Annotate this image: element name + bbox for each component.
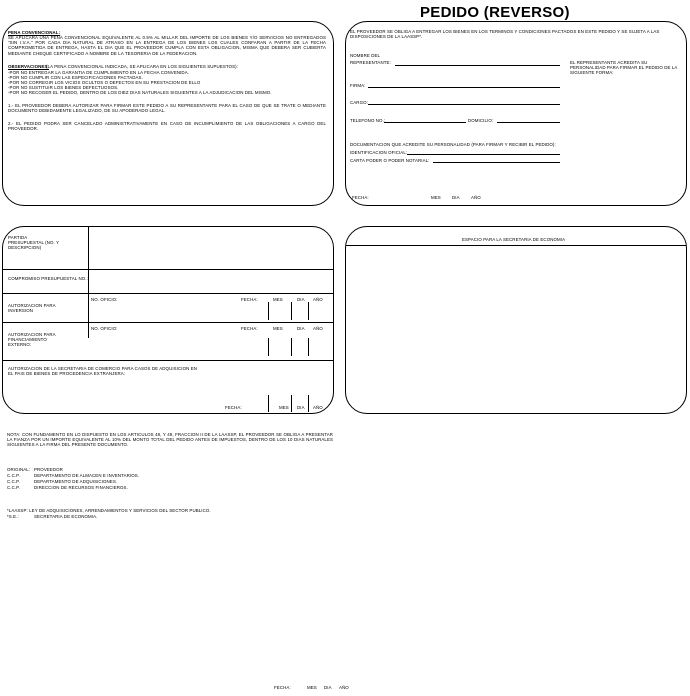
- budget-divider-2: [3, 293, 333, 294]
- docs-label: DOCUMENTACION QUE ACREDITE SU PERSONALIDAD (PARA FIRMAR Y RECIBIR EL PEDIDO):: [350, 142, 556, 147]
- bottom-date-label: FECHA:: [274, 685, 291, 690]
- phone-line[interactable]: [384, 122, 466, 123]
- bottom-year: AÑO: [339, 685, 349, 690]
- date-cell: [308, 338, 309, 356]
- distribution-dest: DIRECCION DE RECURSOS FINANCIEROS.: [34, 485, 128, 490]
- distribution-dest: DEPARTAMENTO DE ADQUISICIONES.: [34, 479, 118, 484]
- date-cell: [308, 395, 309, 412]
- poder-label: CARTA PODER O PODER NOTARIAL:: [350, 158, 430, 163]
- date-cell: [268, 395, 269, 412]
- penalty-item: -POR NO ENTREGAR LA GARANTIA DE CUMPLIMIENTO EN LA FECHA CONVENIDA.: [8, 70, 190, 75]
- penalty-item: -POR NO RECOGER EL PEDIDO, DENTRO DE LOS DIEZ DIAS NATURALES SIGUIENTES A LA ADJUDICACION DEL MISMO.: [8, 90, 272, 95]
- oficio-label: NO. OFICIO:: [91, 297, 118, 302]
- note-one: 1.- EL PROVEEDOR DEBERA AUTORIZAR PARA FIRMAR ESTE PEDIDO A SU REPRESENTANTE PARA EL CASO DE QUE SE TRATE O MEDIANTE DOCUMENTO DEBIDAMENTE LEGALIZADO, DE SU APODERADO LEGAL.: [8, 103, 326, 114]
- date-cell: [291, 338, 292, 356]
- penalty-heading: PENA CONVENCIONAL:: [8, 30, 61, 35]
- note-two: 2.- EL PEDIDO PODRA SER CANCELADO ADMINISTRATIVAMENTE EN CASO DE INCUMPLIMIENTO DE LAS OBLIGACIONES A CARGO DEL PROVEEDOR.: [8, 121, 326, 132]
- signature-label: FIRMA:: [350, 83, 366, 88]
- phone-label: TELEFONO NO.:: [350, 118, 386, 123]
- id-line[interactable]: [407, 154, 560, 155]
- commerce-day: DIA: [297, 405, 305, 410]
- financing-day: DIA: [297, 326, 305, 331]
- id-label: IDENTIFICACION OFICIAL:: [350, 150, 408, 155]
- supplier-box: [345, 21, 687, 206]
- compromiso-label: COMPROMISO PRESUPUESTAL NO.:: [8, 276, 88, 281]
- penalty-body: SE APLICARA UNA PENA CONVENCIONAL EQUIVALENTE AL 0.5% AL MILLAR DEL IMPORTE DE LOS BIENES Y/O SERVICIOS NO ENTREGADOS "SIN I.V.A." POR CADA DIA NATURAL DE ATRASO EN LA ENTREGA DE LOS BIENES LOS CUALES CONFARAN A PARTIR DE LA FECHA COMPROMETIDA DE ENTREGA, HASTA EL DIA QUE EL PROVEEDOR CUMPLA CON ESTA OBLIGACION, MISMA QUE DEBERA SER CUBIERTA MEDIANTE CHEQUE CERTIFICADO A NOMBRE DE LA TESORERIA DE LA FEDERACION.: [8, 35, 326, 56]
- address-label: DOMICILIO:: [468, 118, 494, 123]
- role-line[interactable]: [368, 104, 560, 105]
- date-cell: [291, 302, 292, 320]
- bottom-month: MES: [307, 685, 317, 690]
- budget-box: [2, 226, 334, 414]
- budget-year: AÑO: [313, 297, 323, 302]
- commerce-month: MES: [279, 405, 289, 410]
- distribution-dest: DEPARTAMENTO DE ALMACEN E INVENTARIOS.: [34, 473, 140, 478]
- date-cell: [308, 302, 309, 320]
- penalty-item: -POR NO CORREGIR LOS VICIOS OCULTOS O DEFECTOS EN SU PRESTACION DE ELLO: [8, 80, 201, 85]
- financing-date-label: FECHA:: [241, 326, 258, 331]
- penalty-item: -POR NO SUSTITUIR LOS BIENES DEFECTUOSOS.: [8, 85, 119, 90]
- financing-month: MES: [273, 326, 283, 331]
- supplier-year: AÑO: [471, 195, 481, 200]
- representative-label: REPRESENTANTE:: [350, 60, 391, 65]
- economy-label: ESPACIO PARA LA SECRETARIA DE ECONOMIA: [462, 237, 566, 242]
- supplier-month: MES: [431, 195, 441, 200]
- signature-line[interactable]: [368, 87, 560, 88]
- commerce-date-label: FECHA:: [225, 405, 242, 410]
- distribution-code: C.C.P.: [7, 485, 20, 490]
- representative-side-note: EL REPRESENTANTE ACREDITA SU PERSONALIDAD PARA FIRMAR EL PEDIDO DE LA SIGUIENTE FORMA:: [570, 60, 678, 76]
- budget-divider-1: [3, 269, 333, 270]
- bottom-day: DIA: [324, 685, 332, 690]
- financing-label: AUTORIZACION PARA FINANCIAMIENTO EXTERNO:: [8, 332, 56, 348]
- distribution-code: C.C.P.: [7, 479, 20, 484]
- commerce-auth-label: AUTORIZACION DE LA SECRETARIA DE COMERCIO PARA CASOS DE ADQUISICION EN EL PAIS DE BIENES DE PROCEDENCIA EXTRANJERA:: [8, 366, 197, 377]
- date-cell: [268, 302, 269, 320]
- budget-divider-4: [3, 360, 333, 361]
- economy-divider: [346, 245, 686, 246]
- budget-date-label: FECHA:: [241, 297, 258, 302]
- oficio-label-2: NO. OFICIO:: [91, 326, 118, 331]
- financing-year: AÑO: [313, 326, 323, 331]
- commerce-year: AÑO: [313, 405, 323, 410]
- poder-line[interactable]: [433, 162, 560, 163]
- budget-day: DIA: [297, 297, 305, 302]
- laassp-footnote: *LAASSP: LEY DE ADQUISICIONES, ARRENDAMIENTOS Y SERVICIOS DEL SECTOR PUBLICO.: [7, 508, 211, 513]
- budget-month: MES: [273, 297, 283, 302]
- footer-note: NOTA: CON FUNDAMENTO EN LO DISPUESTO EN LOS ARTICULOS 48, Y 49, FRACCION II DE LA LAASSP, EL PROVEEDOR SE OBLIGA A PRESENTAR LA FIANZA POR UN IMPORTE EQUIVALENTE AL 10% DEL MONTO TOTAL DEL PEDIDO ANTES DE IMPUESTOS, DENTRO DE LOS 10 DIAS NATURALES SIGUIENTES A LA FIRMA DEL PRESENTE DOCUMENTO.: [7, 432, 333, 448]
- representative-line[interactable]: [395, 65, 560, 66]
- address-line[interactable]: [497, 122, 560, 123]
- distribution-code: ORIGINAL:: [7, 467, 31, 472]
- se-footnote-text: SECRETARIA DE ECONOMIA.: [34, 514, 98, 519]
- penalty-item: -POR NO CUMPLIR CON LAS ESPECIFICACIONES PACTADAS.: [8, 75, 143, 80]
- supplier-date-label: FECHA:: [352, 195, 369, 200]
- supplier-intro: EL PROVEEDOR SE OBLIGA A ENTREGAR LOS BIENES EN LOS TERMINOS Y CONDICIONES PACTADOS EN ESTE PEDIDO Y SE SUJETA A LAS DISPOSICIONES DE LA LAASSP*.: [350, 29, 660, 40]
- supplier-day: DIA: [452, 195, 460, 200]
- budget-divider-3: [3, 322, 333, 323]
- date-cell: [291, 395, 292, 412]
- observations-heading: OBSERVACIONES:: [8, 64, 50, 69]
- role-label: CARGO:: [350, 100, 368, 105]
- distribution-dest: PROVEEDOR: [34, 467, 63, 472]
- partida-label: PARTIDA PRESUPUESTAL (NO. Y DESCRIPCION): [8, 235, 60, 251]
- economy-box: [345, 226, 687, 414]
- page-title: PEDIDO (REVERSO): [420, 4, 570, 21]
- distribution-code: C.C.P.: [7, 473, 20, 478]
- investment-auth-label: AUTORIZACION PARA INVERSION: [8, 303, 56, 314]
- date-cell: [268, 338, 269, 356]
- name-label: NOMBRE DEL: [350, 53, 381, 58]
- se-footnote-code: *S.E.:: [7, 514, 19, 519]
- observations-body: (LA PENA CONVENCIONAL INDICADA, SE APLICARA EN LOS SIGUIENTES SUPUESTOS):: [46, 64, 238, 69]
